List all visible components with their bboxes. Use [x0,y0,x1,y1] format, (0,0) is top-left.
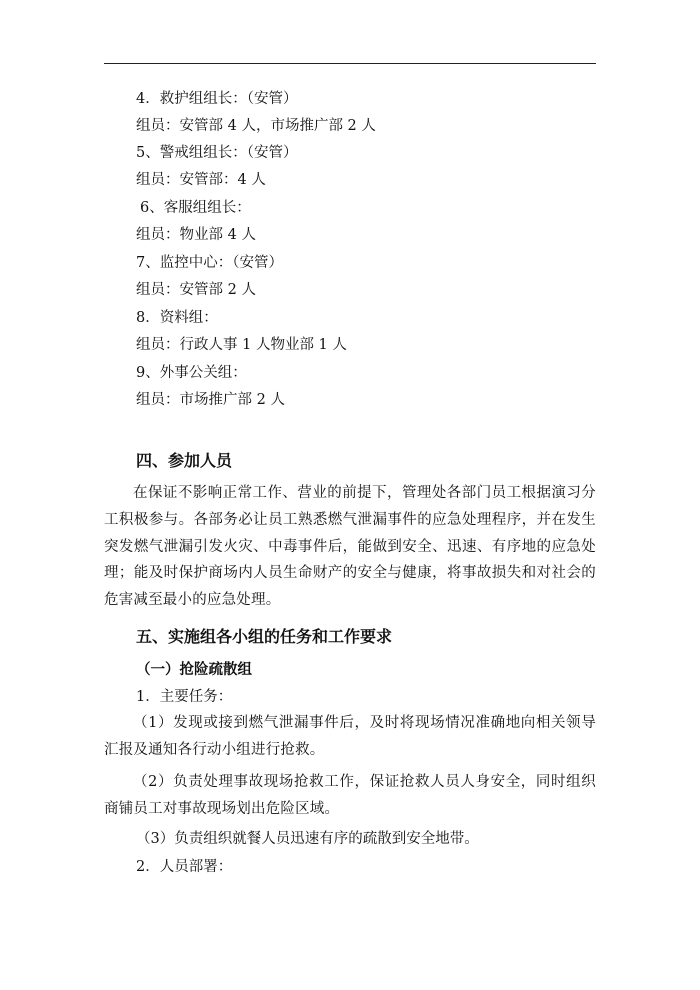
section-5-subheading: （一）抢险疏散组 [136,662,252,678]
main-tasks-title: 1．主要任务： [136,689,233,705]
list-item-pr-group: 9、外事公关组： [136,365,247,381]
list-item-docs-group: 8．资料组： [136,310,218,326]
section-4-heading: 四、参加人员 [136,451,233,470]
list-item-guard-members: 组员：安管部：4 人 [136,172,266,188]
header-rule [104,63,596,64]
list-item-rescue-leader: 4．救护组组长：（安管） [136,91,298,107]
list-item-guard-leader: 5、警戒组组长：（安管） [136,145,298,161]
list-item-service-leader: 6、客服组组长： [140,200,251,216]
list-item-rescue-members: 组员：安管部 4 人，市场推广部 2 人 [136,118,376,134]
task-2: （2）负责处理事故现场抢救工作，保证抢救人员人身安全，同时组织商铺员工对事故现场划出危险区域。 [104,774,596,817]
list-item-monitor-members: 组员：安管部 2 人 [136,282,256,298]
task-1: （1）发现或接到燃气泄漏事件后，及时将现场情况准确地向相关领导汇报及通知各行动小组进行抢救。 [104,715,596,758]
section-4-paragraph: 在保证不影响正常工作、营业的前提下，管理处各部门员工根据演习分工积极参与。各部务必让员工熟悉燃气泄漏事件的应急处理程序，并在发生突发燃气泄漏引发火灾、中毒事件后，能做到安全、迅速、有序地的应急处理；能及时保护商场内人员生命财产的安全与健康，将事故损失和对社会的危害减至最小的应急处理。 [104,485,596,609]
list-item-docs-members: 组员：行政人事 1 人物业部 1 人 [136,337,347,353]
task-3: （3）负责组织就餐人员迅速有序的疏散到安全地带。 [136,831,479,847]
list-item-monitor-center: 7、监控中心：（安管） [136,255,283,271]
list-item-pr-members: 组员：市场推广部 2 人 [136,392,285,408]
staff-deployment-title: 2．人员部署： [136,859,233,875]
list-item-service-members: 组员：物业部 4 人 [136,227,256,243]
section-5-heading: 五、实施组各小组的任务和工作要求 [136,627,393,646]
